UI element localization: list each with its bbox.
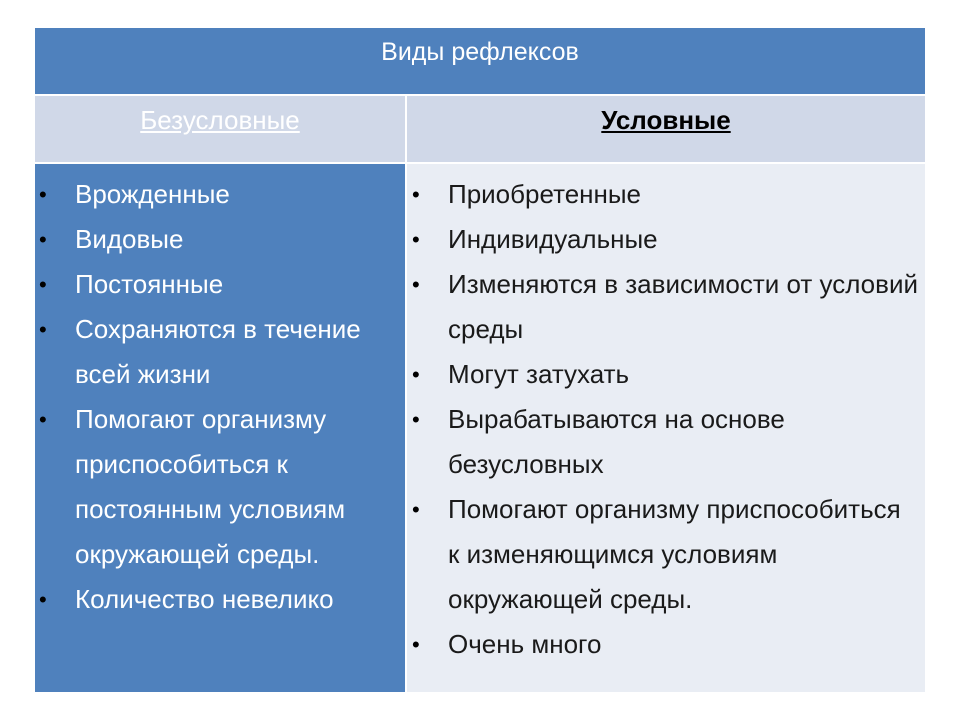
list-item-text: Помогают организму приспособиться к постоянным условиям окружающей среды. <box>75 404 346 569</box>
list-item <box>407 262 919 352</box>
conditioned-list <box>407 172 919 667</box>
list-item <box>35 262 397 307</box>
list-item-text: Индивидуальные <box>448 224 658 254</box>
list-item <box>407 622 919 667</box>
bullet-icon: • <box>39 407 47 432</box>
list-item <box>35 172 397 217</box>
header-conditioned-text: Условные <box>601 105 731 135</box>
bullet-icon: • <box>412 497 420 522</box>
list-item-text: Сохраняются в течение всей жизни <box>75 314 361 389</box>
bullet-icon: • <box>412 632 420 657</box>
unconditioned-list <box>35 172 397 622</box>
list-item-text: Помогают организму приспособиться к изменяющимся условиям окружающей среды. <box>448 494 901 614</box>
list-item-text: Видовые <box>75 224 184 254</box>
bullet-icon: • <box>412 182 420 207</box>
list-item-text: Изменяются в зависимости от условий среды <box>448 269 919 344</box>
list-item <box>407 217 919 262</box>
list-item-text: Количество невелико <box>75 584 334 614</box>
bullet-icon: • <box>412 227 420 252</box>
header-unconditioned-text: Безусловные <box>140 105 300 135</box>
list-item-text: Постоянные <box>75 269 224 299</box>
list-item-text: Могут затухать <box>448 359 630 389</box>
table-title-text: Виды рефлексов <box>381 38 579 66</box>
list-item-text: Приобретенные <box>448 179 642 209</box>
list-item <box>407 352 919 397</box>
list-item-text: Вырабатываются на основе безусловных <box>448 404 785 479</box>
bullet-icon: • <box>412 362 420 387</box>
list-item <box>35 397 397 577</box>
list-item <box>35 577 397 622</box>
bullet-icon: • <box>412 407 420 432</box>
unconditioned-column <box>35 164 405 692</box>
list-item <box>407 172 919 217</box>
bullet-icon: • <box>39 227 47 252</box>
header-conditioned <box>407 96 925 162</box>
table-title <box>35 28 925 94</box>
header-unconditioned <box>35 96 405 162</box>
bullet-icon: • <box>39 272 47 297</box>
bullet-icon: • <box>39 587 47 612</box>
list-item <box>407 397 919 487</box>
list-item <box>407 487 919 622</box>
list-item <box>35 307 397 397</box>
bullet-icon: • <box>39 317 47 342</box>
bullet-icon: • <box>412 272 420 297</box>
list-item-text: Очень много <box>448 629 602 659</box>
bullet-icon: • <box>39 182 47 207</box>
list-item <box>35 217 397 262</box>
conditioned-column <box>407 164 925 692</box>
list-item-text: Врожденные <box>75 179 230 209</box>
